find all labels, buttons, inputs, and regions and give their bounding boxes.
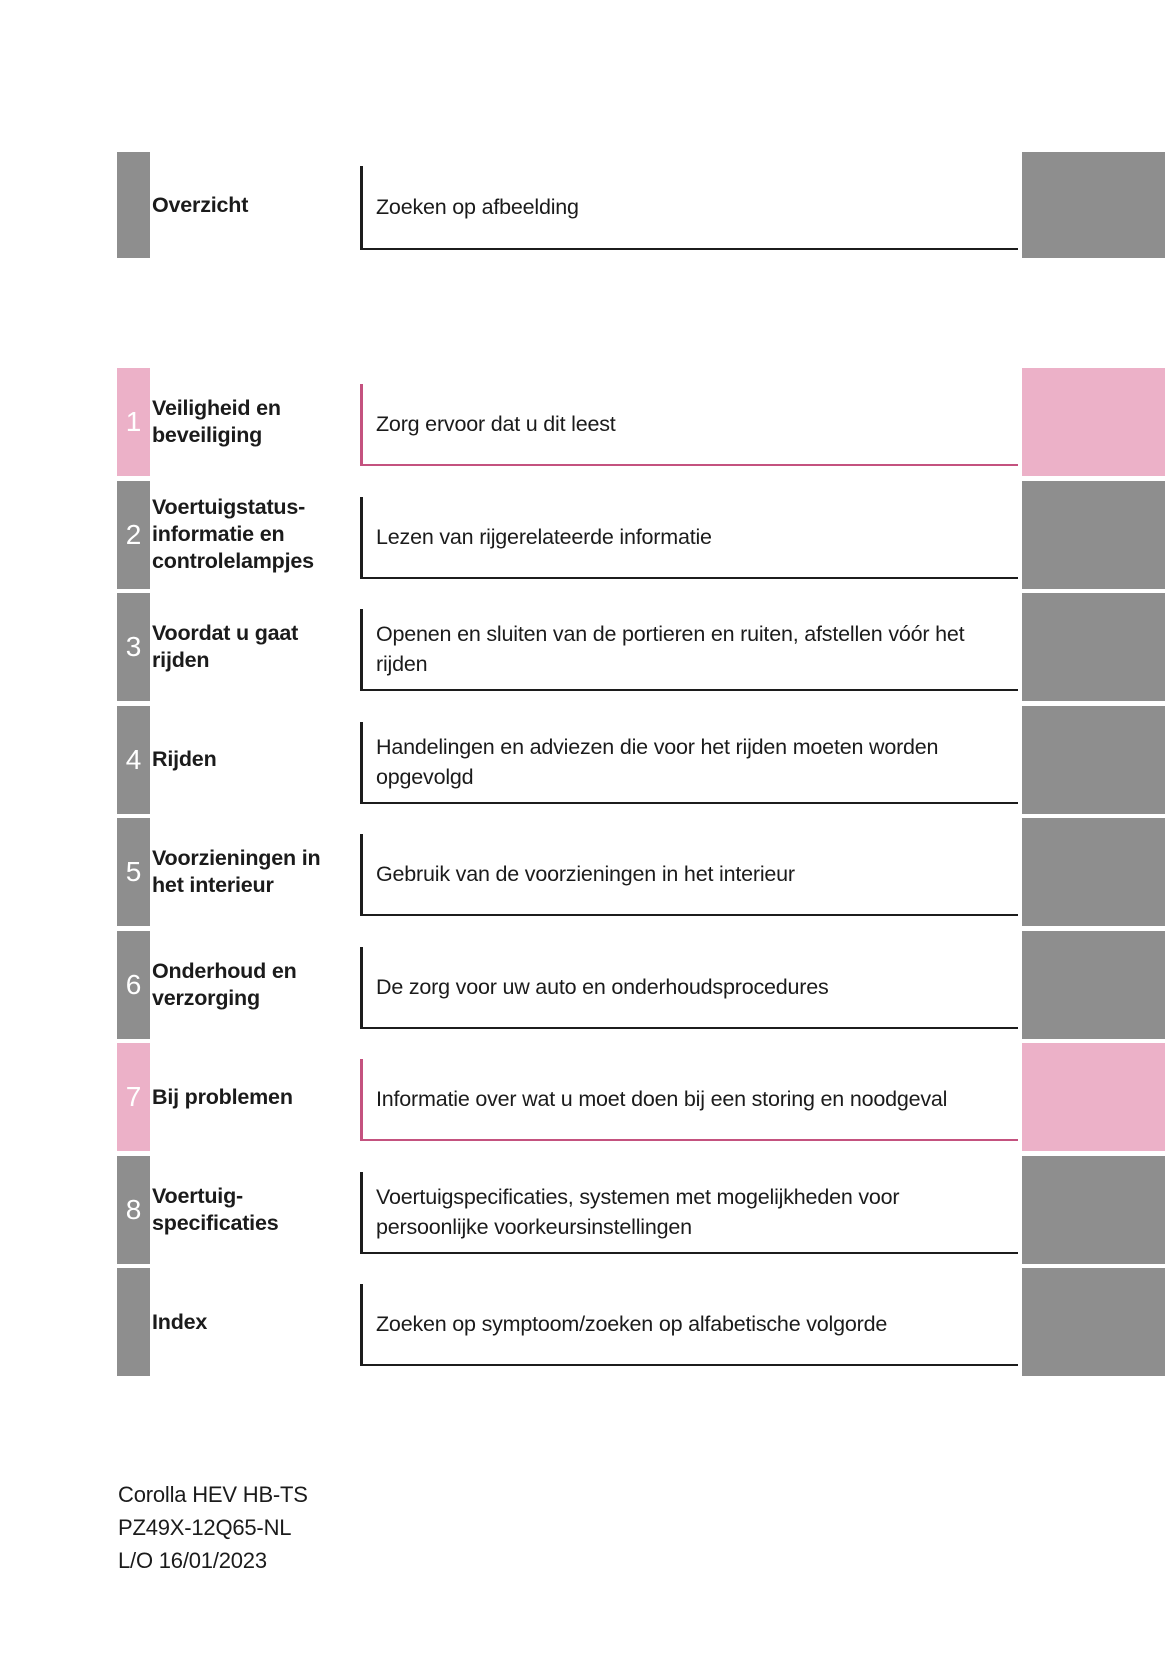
section-row [0, 1156, 1165, 1264]
section-description-box [360, 1172, 1018, 1254]
section-description: Gebruik van de voorzieningen in het interieur [376, 862, 795, 886]
section-number: 4 [125, 743, 142, 775]
section-description: Zoeken op symptoom/zoeken op alfabetische volgorde [376, 1312, 888, 1336]
part-number: PZ49X-12Q65-NL [118, 1515, 292, 1540]
overview-title: Overzicht [152, 192, 249, 217]
section-tab [117, 1156, 150, 1264]
sections-list [0, 368, 1165, 1381]
section-row [0, 368, 1165, 476]
section-title: Voorzieningen in het interieur [152, 846, 321, 897]
section-tab [117, 706, 150, 814]
section-description: Handelingen en adviezen die voor het rijden moeten worden opgevolgd [376, 734, 939, 789]
section-title: Index [152, 1309, 208, 1334]
section-description-box [360, 1284, 1018, 1366]
section-description-box [360, 722, 1018, 804]
section-title: Rijden [152, 747, 217, 771]
section-title: Onderhoud en verzorging [152, 958, 297, 1010]
section-description: Informatie over wat u moet doen bij een storing en noodgeval [376, 1087, 948, 1111]
section-description-box [360, 1059, 1018, 1141]
section-description: Voertuigspecificaties, systemen met mogelijkheden voor persoonlijke voorkeursinstellingen [376, 1184, 900, 1239]
section-side-block [1022, 593, 1165, 701]
section-description: De zorg voor uw auto en onderhoudsprocedures [376, 974, 829, 999]
section-row [0, 481, 1165, 589]
section-row [0, 1268, 1165, 1376]
section-row [0, 593, 1165, 701]
section-tab [117, 481, 150, 589]
section-row [0, 818, 1165, 926]
section-tab [117, 931, 150, 1039]
section-tab [117, 593, 150, 701]
section-tab [117, 368, 150, 476]
section-side-block [1022, 1268, 1165, 1376]
section-row [0, 931, 1165, 1039]
model-code: Corolla HEV HB-TS [118, 1482, 308, 1507]
section-number: 7 [125, 1081, 142, 1112]
section-number: 8 [125, 1193, 142, 1225]
section-title: Veiligheid en beveiliging [152, 396, 281, 447]
section-side-block [1022, 481, 1165, 589]
section-description-box [360, 384, 1018, 466]
overview-description: Zoeken op afbeelding [376, 195, 579, 219]
section-title: Voertuig-specificaties [152, 1183, 279, 1235]
section-description-box [360, 947, 1018, 1029]
section-side-block [1022, 818, 1165, 926]
section-tab [117, 1268, 150, 1376]
section-title: Voertuigstatus-informatie en controlelampjes [152, 495, 314, 573]
section-side-block [1022, 1043, 1165, 1151]
section-description-box [360, 609, 1018, 691]
section-description-box [360, 497, 1018, 579]
section-description-box [360, 834, 1018, 916]
section-tab [117, 818, 150, 926]
section-description: Zorg ervoor dat u dit leest [376, 412, 616, 436]
section-number: 5 [125, 856, 142, 887]
section-row [0, 1043, 1165, 1151]
section-number: 6 [125, 968, 142, 1000]
section-title: Bij problemen [152, 1084, 293, 1109]
section-title: Voordat u gaat rijden [152, 621, 299, 672]
layout-date: L/O 16/01/2023 [118, 1548, 267, 1573]
publication-info [118, 1478, 308, 1577]
section-side-block [1022, 931, 1165, 1039]
overview-row [0, 152, 1165, 258]
section-description: Lezen van rijgerelateerde informatie [376, 524, 712, 549]
section-number: 3 [125, 631, 142, 662]
overview-tab [117, 152, 150, 258]
overview-side-block [1022, 152, 1165, 258]
section-number: 1 [125, 406, 142, 437]
section-row [0, 706, 1165, 814]
section-side-block [1022, 706, 1165, 814]
section-side-block [1022, 368, 1165, 476]
section-number: 2 [125, 518, 142, 550]
section-description: Openen en sluiten van de portieren en ruiten, afstellen vóór het rijden [376, 622, 965, 676]
overview-description-box [360, 166, 1018, 250]
section-side-block [1022, 1156, 1165, 1264]
section-tab [117, 1043, 150, 1151]
